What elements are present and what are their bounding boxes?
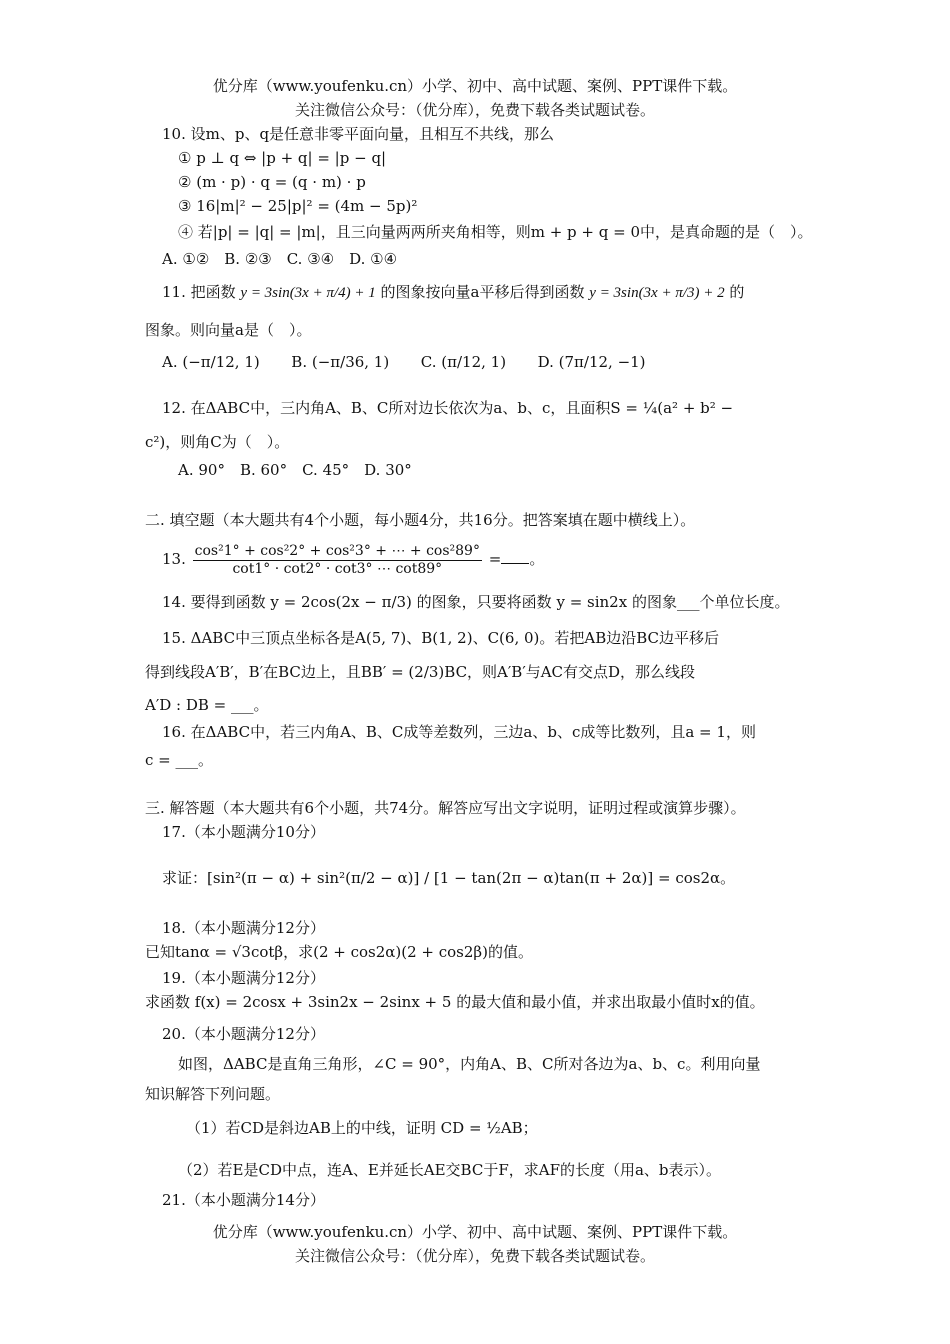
- q20-part-1: （1）若CD是斜边AB上的中线，证明 CD = ½AB；: [186, 1119, 538, 1137]
- q12-stem-2: c²)，则角C为（ ）。: [145, 433, 290, 451]
- q19-heading: 19.（本小题满分12分）: [162, 969, 325, 987]
- q18-body: 已知tanα = √3cotβ，求(2 + cos2α)(2 + cos2β)的值。: [145, 943, 533, 961]
- footer-line-2: 关注微信公众号：（优分库），免费下载各类试题试卷。: [294, 1247, 655, 1265]
- q12-stem: 12. 在ΔABC中，三内角A、B、C所对边长依次为a、b、c，且面积S = ¼(a² + b² −: [162, 399, 734, 417]
- q11-stem-b: 的图象按向量a平移后得到函数: [380, 283, 585, 301]
- q12-choices: A. 90° B. 60° C. 45° D. 30°: [178, 461, 412, 479]
- q10-statement-4: ④ 若|p| = |q| = |m|，且三向量两两所夹角相等，则m + p + q = 0中，是真命题的是（ ）。: [178, 223, 813, 241]
- q16-line-1: 16. 在ΔABC中，若三内角A、B、C成等差数列，三边a、b、c成等比数列，且a = 1，则: [162, 723, 756, 741]
- header-line-2: 关注微信公众号：（优分库），免费下载各类试题试卷。: [294, 101, 655, 119]
- q10-statement-3: ③ 16|m|² − 25|p|² = (4m − 5p)²: [178, 197, 418, 215]
- q13-numerator: cos²1° + cos²2° + cos²3° + ⋯ + cos²89°: [194, 542, 480, 559]
- q14: 14. 要得到函数 y = 2cos(2x − π/3) 的图象，只要将函数 y = sin2x 的图象___个单位长度。: [162, 593, 790, 611]
- q20-heading: 20.（本小题满分12分）: [162, 1025, 325, 1043]
- q20-line-1: 如图，ΔABC是直角三角形，∠C = 90°，内角A、B、C所对各边为a、b、c。利用向量: [178, 1055, 761, 1073]
- q17-heading: 17.（本小题满分10分）: [162, 823, 325, 841]
- q11-choice-a: A. (−π/12, 1): [162, 353, 260, 371]
- q13-denominator: cot1° · cot2° · cot3° ⋯ cot89°: [193, 560, 482, 578]
- section-3-title: 三. 解答题（本大题共有6个小题，共74分。解答应写出文字说明，证明过程或演算步骤）。: [145, 799, 746, 817]
- q10-statement-2: ② (m · p) · q = (q · m) · p: [178, 173, 366, 191]
- q15-line-1: 15. ΔABC中三顶点坐标各是A(5, 7)、B(1, 2)、C(6, 0)。若把AB边沿BC边平移后: [162, 629, 720, 647]
- q13: 13. $\frac{\text{cos²1° + cos²2° + cos²3° + ⋯ + cos²89°}}{\cot 1^\circ \cdot \cot 2^\circ \cdot \cot 3^\circ \cdots \cot 89^\circ}$ = 。: [162, 542, 545, 577]
- q10-statement-1: ① p ⊥ q ⇔ |p + q| = |p − q|: [178, 149, 387, 167]
- q13-fraction: [193, 543, 482, 578]
- q11-choices: [162, 352, 646, 372]
- q11-stem-a: 11. 把函数: [162, 283, 236, 301]
- q15-line-3: A′D : DB = ___。: [145, 696, 269, 714]
- q17-body: 求证：[sin²(π − α) + sin²(π/2 − α)] / [1 − tan(2π − α)tan(π + 2α)] = cos2α。: [162, 869, 736, 887]
- q11-stem-line-1: [162, 282, 744, 303]
- q21-heading: 21.（本小题满分14分）: [162, 1191, 325, 1209]
- q11-choice-b: B. (−π/36, 1): [291, 353, 390, 371]
- section-2-title: 二. 填空题（本大题共有4个小题，每小题4分，共16分。把答案填在题中横线上）。: [145, 511, 696, 529]
- q11-choice-d: D. (7π/12, −1): [537, 353, 646, 371]
- q13-label: 13.: [162, 550, 186, 568]
- q11-function-2: y = 3sin(3x + π/3) + 2: [589, 285, 725, 301]
- q11-stem-c: 的: [729, 283, 745, 301]
- q11-function-1: y = 3sin(3x + π/4) + 1: [240, 285, 376, 301]
- q20-part-2: （2）若E是CD中点，连A、E并延长AE交BC于F，求AF的长度（用a、b表示）。: [178, 1161, 722, 1179]
- q10-choices: A. ①② B. ②③ C. ③④ D. ①④: [162, 250, 398, 268]
- q20-line-2: 知识解答下列问题。: [145, 1085, 281, 1103]
- q19-body: 求函数 f(x) = 2cosx + 3sin2x − 2sinx + 5 的最大值和最小值，并求出取最小值时x的值。: [145, 993, 765, 1011]
- q11-choice-c: C. (π/12, 1): [420, 353, 507, 371]
- q16-line-2: c = ___。: [145, 751, 214, 769]
- q18-heading: 18.（本小题满分12分）: [162, 919, 325, 937]
- q11-stem-line-2: 图象。则向量a是（ ）。: [145, 321, 312, 339]
- footer-line-1: 优分库（www.youfenku.cn）小学、初中、高中试题、案例、PPT课件下载。: [212, 1223, 738, 1241]
- q13-answer-blank[interactable]: [501, 549, 529, 564]
- q10-stem: 10. 设m、p、q是任意非零平面向量，且相互不共线，那么: [162, 125, 555, 143]
- header-line-1: 优分库（www.youfenku.cn）小学、初中、高中试题、案例、PPT课件下载。: [212, 77, 738, 95]
- q15-line-2: 得到线段A′B′，B′在BC边上，且BB′ = (2/3)BC，则A′B′与AC有交点D，那么线段: [145, 663, 696, 681]
- q13-equals: =: [488, 550, 502, 568]
